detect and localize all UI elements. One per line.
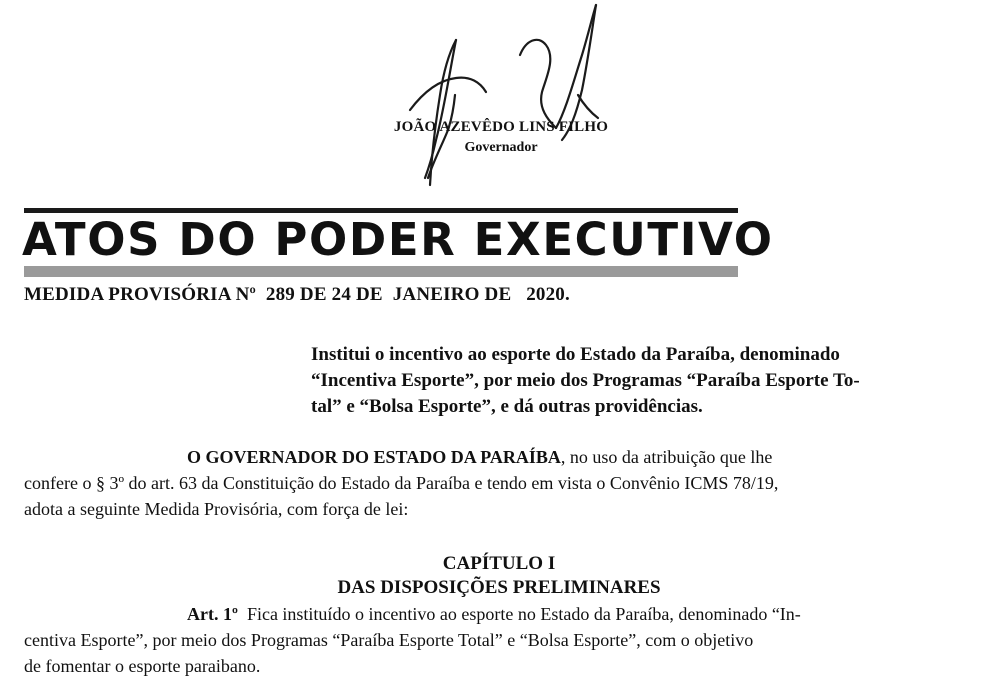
signatory-role: Governador — [464, 140, 538, 155]
ementa-line: “Incentiva Esporte”, por meio dos Programas “Paraíba Esporte To- — [311, 370, 860, 391]
article-line: de fomentar o esporte paraibano. — [24, 656, 261, 676]
preamble-line: confere o § 3º do art. 63 da Constituição do Estado da Paraíba e tendo em vista o Convênio ICMS 78/19, — [24, 473, 779, 493]
article-label: Art. 1º — [187, 604, 238, 624]
preamble-line — [24, 444, 974, 470]
chapter-number: CAPÍTULO I — [442, 553, 556, 574]
ementa-line: Institui o incentivo ao esporte do Estado da Paraíba, denominado — [311, 344, 840, 365]
signatory-name: JOÃO AZEVÊDO LINS FILHO — [393, 119, 609, 135]
section-rule-bottom — [24, 266, 738, 277]
article-1 — [24, 601, 974, 679]
preamble-line: adota a seguinte Medida Provisória, com força de lei: — [24, 499, 409, 519]
governor-signature — [370, 0, 640, 190]
chapter-heading — [24, 552, 974, 600]
document-title: MEDIDA PROVISÓRIA Nº 289 DE 24 DE JANEIRO DE 2020. — [24, 284, 570, 305]
preamble-text: , no uso da atribuição que lhe — [560, 447, 773, 467]
ementa — [311, 342, 973, 420]
article-line: centiva Esporte”, por meio dos Programas “Paraíba Esporte Total” e “Bolsa Esporte”, com o objetivo — [24, 630, 754, 650]
article-line — [24, 601, 974, 627]
preamble — [24, 444, 974, 522]
preamble-authority: O GOVERNADOR DO ESTADO DA PARAÍBA — [187, 447, 561, 467]
ementa-line: tal” e “Bolsa Esporte”, e dá outras providências. — [311, 396, 703, 417]
article-text: Fica instituído o incentivo ao esporte no Estado da Paraíba, denominado “In- — [246, 604, 801, 624]
chapter-title: DAS DISPOSIÇÕES PRELIMINARES — [337, 577, 661, 598]
section-title: ATOS DO PODER EXECUTIVO — [22, 213, 774, 266]
